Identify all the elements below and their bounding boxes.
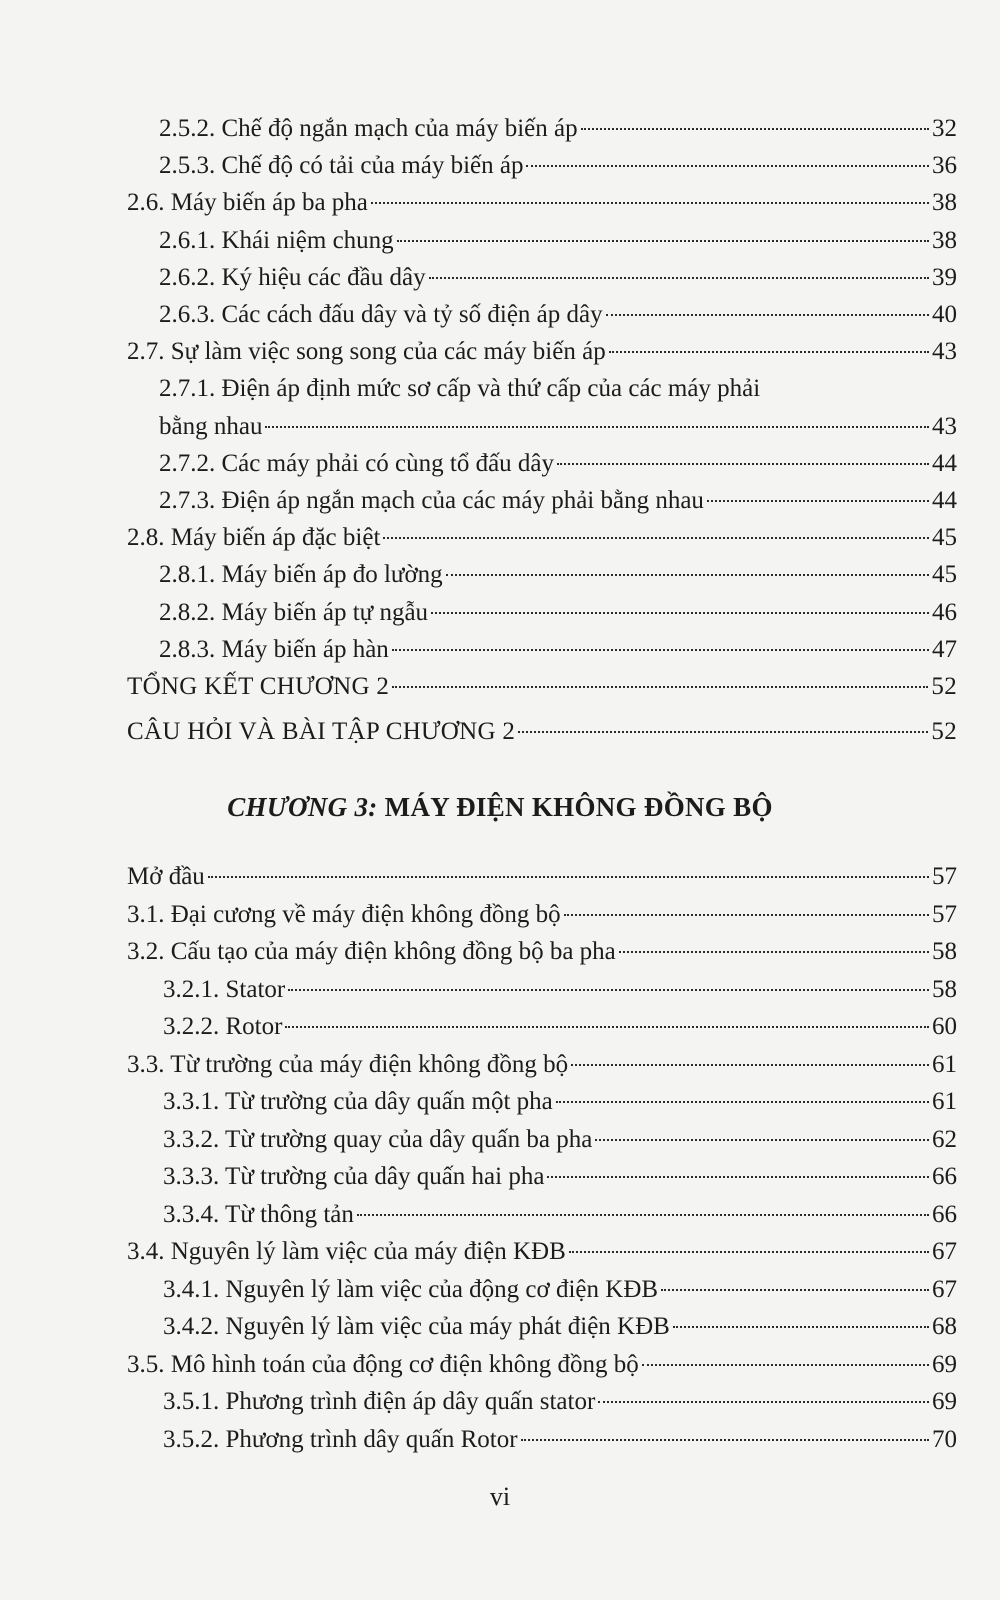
chapter-heading <box>0 792 1000 823</box>
toc-entry: 3.2.1. Stator 58 <box>163 975 957 1003</box>
toc-entry: 3.5.2. Phương trình dây quấn Rotor 70 <box>163 1425 957 1453</box>
toc-entry: 2.8.2. Máy biến áp tự ngẫu 46 <box>159 598 957 626</box>
toc-entry: 2.7.2. Các máy phải có cùng tổ đấu dây 44 <box>159 449 957 477</box>
toc-entry: Mở đầu 57 <box>127 863 957 890</box>
toc-entry: 3.1. Đại cương về máy điện không đồng bộ 57 <box>127 900 957 928</box>
toc-entry-exercises: CÂU HỎI VÀ BÀI TẬP CHƯƠNG 2 52 <box>127 718 957 746</box>
toc-entry: 3.5.1. Phương trình điện áp dây quấn stator 69 <box>163 1388 957 1415</box>
toc-entry: 2.6.3. Các cách đấu dây và tỷ số điện áp dây 40 <box>159 301 957 329</box>
toc-entry: 2.7. Sự làm việc song song của các máy biến áp 43 <box>127 338 957 366</box>
toc-entry: 3.3. Từ trường của máy điện không đồng bộ 61 <box>127 1050 957 1078</box>
toc-entry: 2.5.3. Chế độ có tải của máy biến áp 36 <box>159 152 957 180</box>
toc-entry: 2.8. Máy biến áp đặc biệt 45 <box>127 524 957 552</box>
chapter-label: CHƯƠNG 3: <box>227 792 378 822</box>
toc-entry: 3.3.2. Từ trường quay của dây quấn ba pha 62 <box>163 1125 957 1153</box>
toc-entry: 3.3.4. Từ thông tản 66 <box>163 1200 957 1228</box>
toc-entry: 3.3.3. Từ trường của dây quấn hai pha 66 <box>163 1163 957 1190</box>
toc-entry: 2.6. Máy biến áp ba pha 38 <box>127 189 957 217</box>
toc-entry: 2.7.3. Điện áp ngắn mạch của các máy phải bằng nhau 44 <box>159 487 957 515</box>
toc-chapter-3-section <box>127 858 957 1458</box>
toc-entry: 2.6.1. Khái niệm chung 38 <box>159 226 957 254</box>
toc-entry: 3.4.2. Nguyên lý làm việc của máy phát điện KĐB 68 <box>163 1313 957 1340</box>
toc-entry: 3.5. Mô hình toán của động cơ điện không đồng bộ 69 <box>127 1350 957 1378</box>
toc-entry-summary: TỔNG KẾT CHƯƠNG 2 52 <box>127 673 957 701</box>
toc-entry: 2.5.2. Chế độ ngắn mạch của máy biến áp 32 <box>159 115 957 142</box>
toc-entry: 3.4. Nguyên lý làm việc của máy điện KĐB 67 <box>127 1238 957 1265</box>
toc-chapter-2-section <box>127 110 957 750</box>
toc-entry: 2.6.2. Ký hiệu các đầu dây 39 <box>159 263 957 291</box>
toc-entry: 2.8.1. Máy biến áp đo lường 45 <box>159 561 957 589</box>
toc-entry-first-line: 2.7.1. Điện áp định mức sơ cấp và thứ cấp của các máy phải <box>159 375 761 403</box>
chapter-title: MÁY ĐIỆN KHÔNG ĐỒNG BỘ <box>384 792 773 822</box>
toc-entry: 3.2.2. Rotor 60 <box>163 1013 957 1040</box>
toc-entry: 2.8.3. Máy biến áp hàn 47 <box>159 635 957 663</box>
toc-entry: 3.3.1. Từ trường của dây quấn một pha 61 <box>163 1088 957 1115</box>
toc-entry: 3.4.1. Nguyên lý làm việc của động cơ điện KĐB 67 <box>163 1275 957 1303</box>
toc-entry: 3.2. Cấu tạo của máy điện không đồng bộ ba pha 58 <box>127 938 957 965</box>
page-number: vi <box>489 1482 511 1511</box>
toc-entry: bằng nhau 43 <box>159 412 957 440</box>
